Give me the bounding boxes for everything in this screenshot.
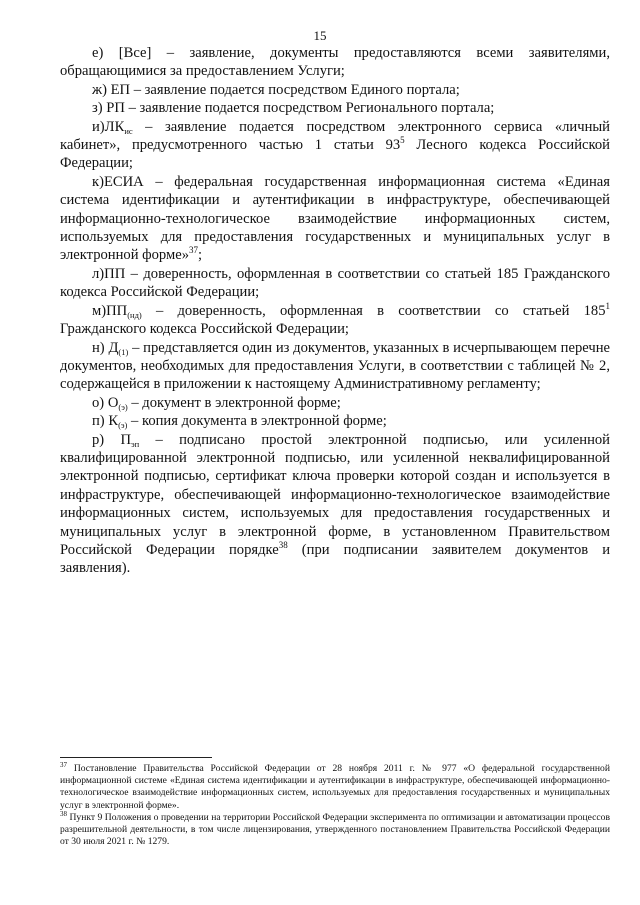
term: ЕП [110, 81, 131, 98]
footnote-38: $^{38}$ Пункт 9 Положения о проведении на территории Российской Федерации эксперимента по оптимизации и автоматизации процессов разрешительной деятельности, в том числе лицензирования, утвержденного постановлением Правительства Российской Федерации от 30 июля 2021 г. № 1279. [60, 809, 610, 848]
footnote-ref: 1 [605, 300, 610, 311]
term: ЛК [104, 118, 125, 135]
term: Д [108, 339, 119, 356]
footnotes [60, 763, 610, 848]
term: П [120, 431, 131, 448]
list-item-z: з) РП – заявление подается посредством Регионального портала; [92, 100, 495, 117]
footnote-number: 38 [60, 809, 67, 818]
term: ЕСИА [103, 173, 144, 190]
page-number: 15 [313, 28, 327, 43]
list-item-n: н) $Д_{(1)}$ – представляется один из документов, указанных в исчерпывающем перечне документов, необходимых для предоставления Услуги, в соответствии с таблицей № 2, содержащейся в приложении к настоящему Административному регламенту; [60, 339, 611, 393]
footnote-ref: 5 [400, 135, 405, 146]
list-item-r: р) $П_{эп}$ – подписано простой электронной подписью, или усиленной квалифицированной электронной подписью, или усиленной неквалифицированной электронной подписью, сертификат ключа проверки которой создан и используется в инфраструктуре, обеспечивающей информационно-технологическое взаимодействие информационных систем, используемых для предоставления государственных и муниципальных услуг в электронной форме, в установленном Правительством Российской Федерации порядке$^{38}$ (при подписании заявителем документов и заявления). [60, 431, 611, 577]
footnote-ref: 37 [189, 245, 199, 256]
term: [Все] [118, 45, 152, 61]
term: ПП [104, 265, 126, 282]
list-item-l: л)ПП – доверенность, оформленная в соответствии со статьей 185 Гражданского кодекса Российской Федерации; [60, 265, 610, 301]
footnote-number: 37 [60, 761, 67, 769]
list-item-p: п) $К_{(э)}$ – копия документа в электронной форме; [92, 413, 387, 431]
list-item-o: о) $О_{(э)}$ – документ в электронной форме; [92, 394, 341, 412]
list-item-k: к)ЕСИА – федеральная государственная информационная система «Единая система идентификации и аутентификации в инфраструктуре, обеспечивающей информационно-технологическое взаимодействие информационных систем, используемых для предоставления государственных и муниципальных услуг в электронной форме»$^{37}$; [60, 173, 610, 264]
term: РП [106, 100, 125, 117]
footnote-divider [60, 757, 212, 758]
term: К [108, 413, 119, 430]
term: О [107, 394, 119, 411]
list-item-m: $м)ПП_{(нд)}$ – доверенность, оформленная в соответствии со статьей $185^1$ Гражданского кодекса Российской Федерации; [60, 300, 610, 338]
term: ПП [106, 302, 128, 319]
list-item-i: $и)ЛК_{ис}$ – заявление подается посредством электронного сервиса «личный кабинет», предусмотренного частью 1 статьи $93^5$ Лесного кодекса Российской Федерации; [60, 118, 610, 172]
body-text [60, 44, 610, 578]
list-item-e: е) [Все] – заявление, документы предоставляются всеми заявителями, обращающимися за предоставлением Услуги; [60, 45, 610, 80]
footnote-37: $^{37}$ Постановление Правительства Российской Федерации от 28 ноября 2011 г. № 977 «О федеральной государственной информационной системе «Единая система идентификации и аутентификации в инфраструктуре, обеспечивающей информационно-технологическое взаимодействие информационных систем, используемых для предоставления государственных и муниципальных услуг в электронной форме». [60, 761, 610, 811]
footnote-ref: 38 [278, 539, 288, 550]
list-item-zh: ж) ЕП – заявление подается посредством Единого портала; [92, 81, 460, 98]
